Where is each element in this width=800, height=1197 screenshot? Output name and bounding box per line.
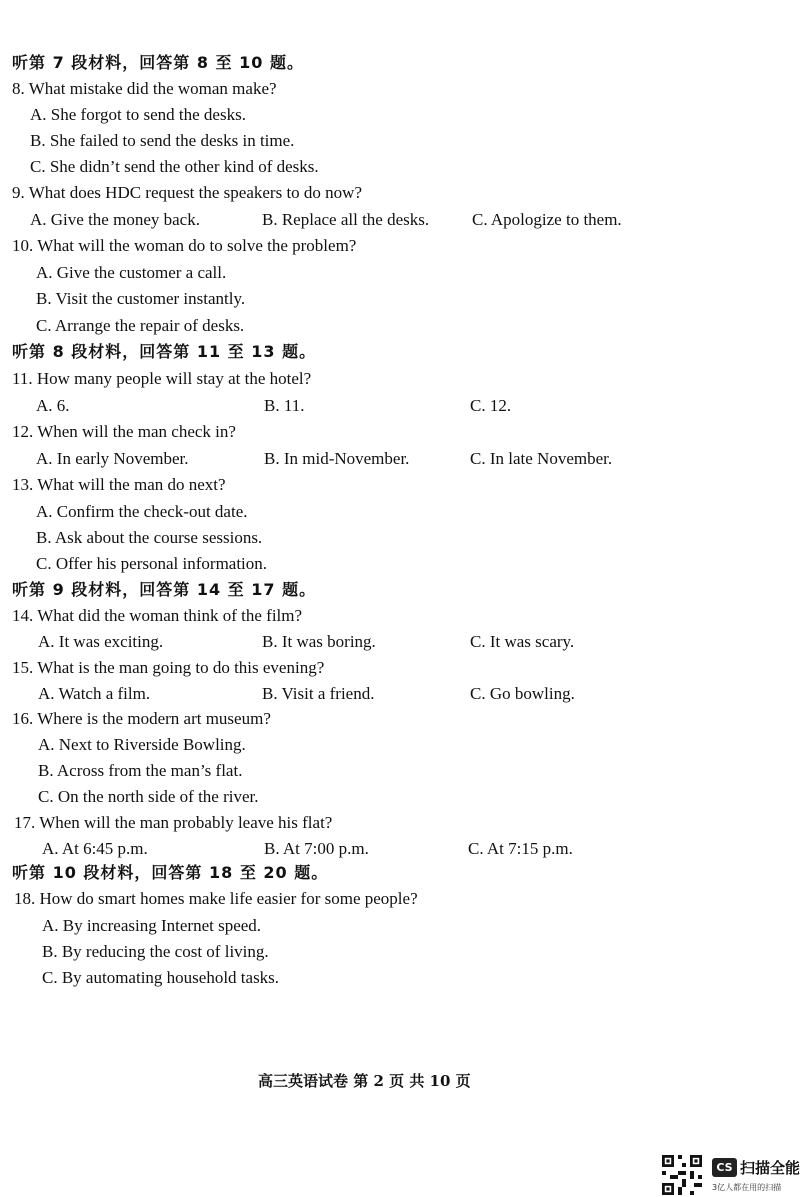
qr-code-icon — [662, 1155, 702, 1195]
option-a: A. By increasing Internet speed. — [42, 916, 262, 935]
option-c: C. By automating household tasks. — [42, 968, 280, 987]
camscanner-logo-icon: CS — [712, 1158, 737, 1177]
section-heading: 听第 8 段材料，回答第 11 至 13 题。 — [12, 342, 317, 361]
option-b: B. Replace all the desks. — [262, 210, 430, 229]
question-stem: 11. How many people will stay at the hotel? — [12, 369, 312, 388]
option-a: A. At 6:45 p.m. — [42, 839, 148, 858]
option-a: A. Give the money back. — [30, 210, 200, 229]
option-c: C. On the north side of the river. — [38, 787, 259, 806]
watermark-brand: 扫描全能 — [740, 1159, 800, 1177]
section-heading: 听第 9 段材料，回答第 14 至 17 题。 — [12, 580, 317, 599]
section-heading: 听第 10 段材料，回答第 18 至 20 题。 — [12, 863, 329, 882]
watermark-tagline: 3亿人都在用的扫描 — [712, 1183, 782, 1192]
option-a: A. She forgot to send the desks. — [30, 105, 246, 124]
option-a: A. Give the customer a call. — [36, 263, 227, 282]
option-c: C. Offer his personal information. — [36, 554, 268, 573]
option-b: B. Across from the man’s flat. — [38, 761, 243, 780]
option-c: C. At 7:15 p.m. — [468, 839, 573, 858]
option-b: B. Visit the customer instantly. — [36, 289, 246, 308]
option-a: A. Next to Riverside Bowling. — [38, 735, 246, 754]
section-heading: 听第 7 段材料，回答第 8 至 10 题。 — [12, 53, 304, 72]
option-b: B. It was boring. — [262, 632, 376, 651]
question-stem: 14. What did the woman think of the film? — [12, 606, 303, 625]
option-b: B. Ask about the course sessions. — [36, 528, 263, 547]
option-b: B. By reducing the cost of living. — [42, 942, 269, 961]
option-c: C. She didn’t send the other kind of desks. — [30, 157, 319, 176]
question-stem: 9. What does HDC request the speakers to do now? — [12, 183, 362, 202]
option-c: C. Arrange the repair of desks. — [36, 316, 245, 335]
option-a: A. Confirm the check-out date. — [36, 502, 248, 521]
question-stem: 18. How do smart homes make life easier for some people? — [14, 889, 418, 908]
question-stem: 13. What will the man do next? — [12, 475, 226, 494]
option-a: A. Watch a film. — [38, 684, 151, 703]
option-c: C. It was scary. — [470, 632, 575, 651]
question-stem: 16. Where is the modern art museum? — [12, 709, 271, 728]
option-b: B. In mid-November. — [264, 449, 410, 468]
option-b: B. At 7:00 p.m. — [264, 839, 369, 858]
page-footer: 高三英语试卷 第 2 页 共 10 页 — [258, 1072, 471, 1090]
option-a: A. In early November. — [36, 449, 189, 468]
option-b: B. 11. — [264, 396, 305, 415]
option-b: B. She failed to send the desks in time. — [30, 131, 295, 150]
option-c: C. Apologize to them. — [472, 210, 622, 229]
question-stem: 8. What mistake did the woman make? — [12, 79, 277, 98]
question-stem: 17. When will the man probably leave his flat? — [14, 813, 333, 832]
option-b: B. Visit a friend. — [262, 684, 375, 703]
question-stem: 10. What will the woman do to solve the problem? — [12, 236, 357, 255]
option-c: C. 12. — [470, 396, 512, 415]
option-a: A. It was exciting. — [38, 632, 164, 651]
option-c: C. In late November. — [470, 449, 613, 468]
option-a: A. 6. — [36, 396, 70, 415]
question-stem: 15. What is the man going to do this evening? — [12, 658, 325, 677]
question-stem: 12. When will the man check in? — [12, 422, 236, 441]
option-c: C. Go bowling. — [470, 684, 575, 703]
